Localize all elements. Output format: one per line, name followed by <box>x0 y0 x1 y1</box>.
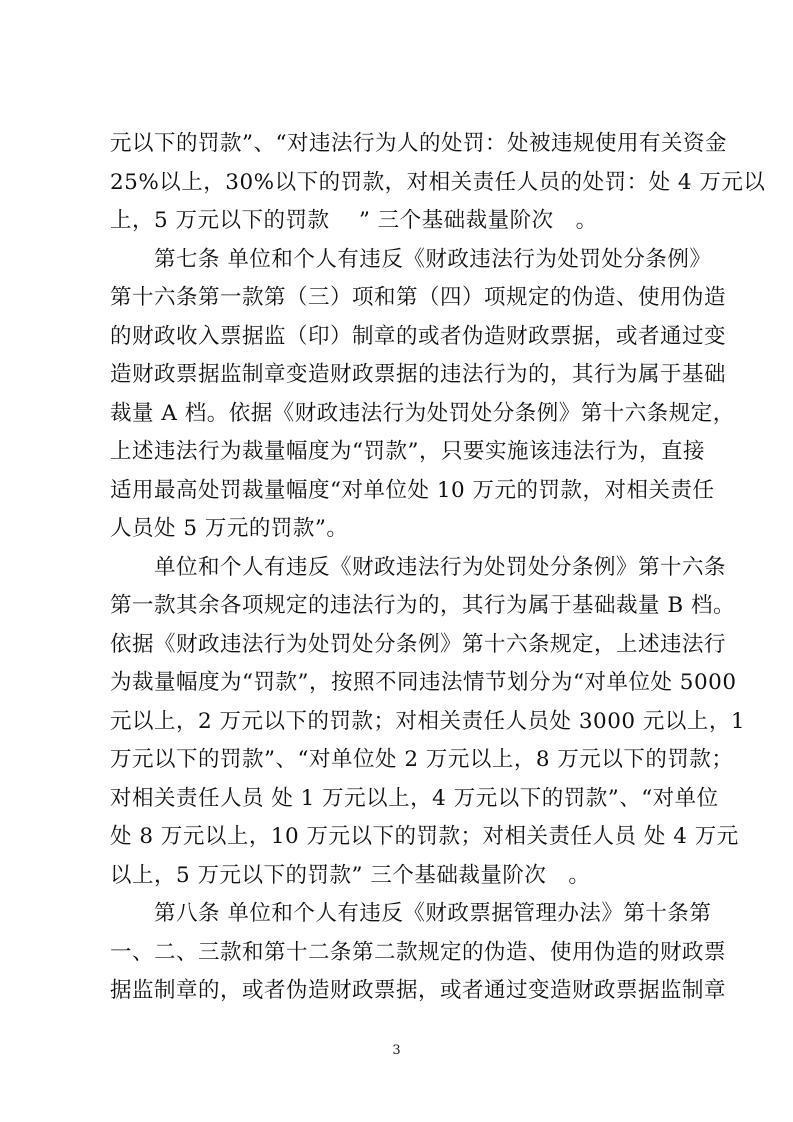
text-line: 据监制章的，或者伪造财政票据，或者通过变造财政票据监制章 <box>110 978 727 1003</box>
article-7-line: 第七条 单位和个人有违反《财政违法行为处罚处分条例》 <box>110 246 712 272</box>
text-line: 为裁量幅度为“罚款”，按照不同违法情节划分为“对单位处 5000 <box>110 670 737 695</box>
text-line: 的财政收入票据监（印）制章的或者伪造财政票据，或者通过变 <box>110 323 727 349</box>
text-line: 处 8 万元以上，10 万元以下的罚款；对相关责任人员 处 4 万元 <box>110 824 739 849</box>
text-line: 依据《财政违法行为处罚处分条例》第十六条规定，上述违法行 <box>110 631 727 657</box>
text-line: 第十六条第一款第（三）项和第（四）项规定的伪造、使用伪造 <box>110 285 727 310</box>
text-line: 元以下的罚款”、“对违法行为人的处罚：处被违规使用有关资金 <box>110 131 727 156</box>
text-line: 万元以下的罚款”、“对单位处 2 万元以上，8 万元以下的罚款； <box>110 747 734 772</box>
text-line: 造财政票据监制章变造财政票据的违法行为的，其行为属于基础 <box>110 362 727 387</box>
text-line: 人员处 5 万元的罚款”。 <box>110 516 349 541</box>
text-line: 一、二、三款和第十二条第二款规定的伪造、使用伪造的财政票 <box>110 939 727 965</box>
document-body <box>110 125 766 1011</box>
text-line: 上，5 万元以下的罚款 ” 三个基础裁量阶次 。 <box>110 208 598 233</box>
text-line: 第一款其余各项规定的违法行为的，其行为属于基础裁量 B 档。 <box>110 593 735 618</box>
text-line: 以上，5 万元以下的罚款” 三个基础裁量阶次 。 <box>110 862 591 888</box>
text-line: 适用最高处罚裁量幅度“对单位处 10 万元的罚款，对相关责任 <box>110 477 715 503</box>
text-line: 对相关责任人员 处 1 万元以上，4 万元以下的罚款”、“对单位 <box>110 785 719 811</box>
text-line: 元以上，2 万元以下的罚款；对相关责任人员处 3000 元以上，1 <box>110 708 746 734</box>
article-8-line: 第八条 单位和个人有违反《财政票据管理办法》第十条第 <box>110 901 712 926</box>
text-line: 裁量 A 档。依据《财政违法行为处罚处分条例》第十六条规定， <box>110 400 735 426</box>
text-line: 25%以上，30%以下的罚款，对相关责任人员的处罚：处 4 万元以 <box>110 169 766 195</box>
paragraph-start-line: 单位和个人有违反《财政违法行为处罚处分条例》第十六条 <box>110 554 727 580</box>
text-line: 上述违法行为裁量幅度为“罚款”，只要实施该违法行为，直接 <box>110 439 705 464</box>
page-number: 3 <box>392 1043 401 1058</box>
